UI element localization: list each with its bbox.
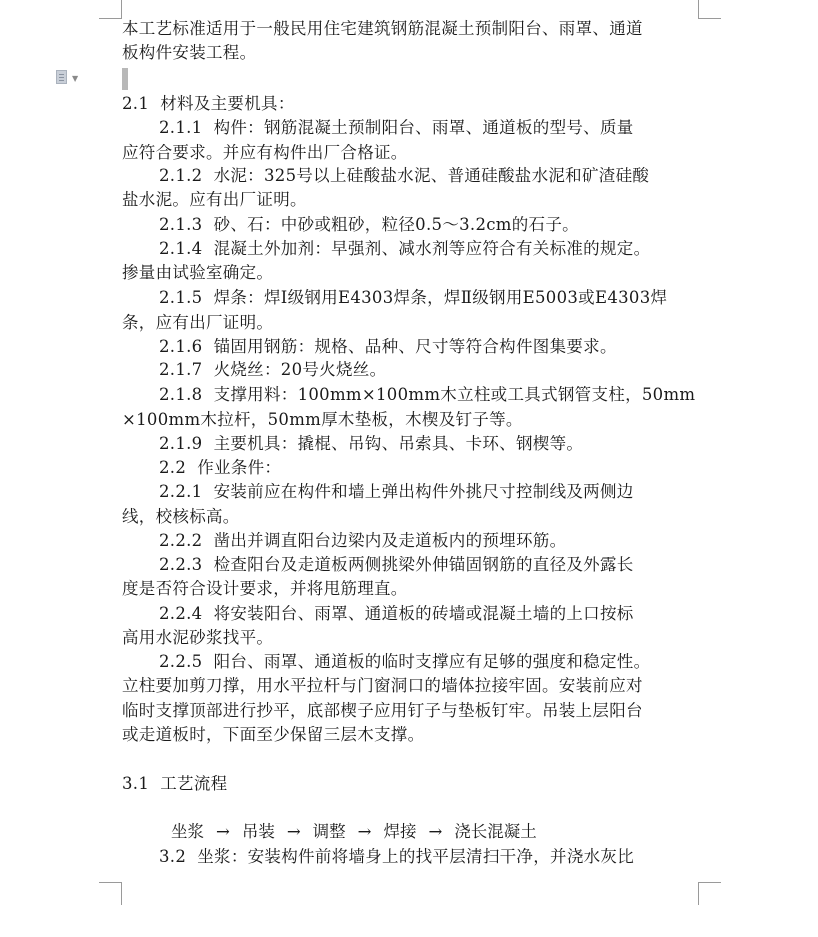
- body-line: 线，校核标高。: [122, 507, 240, 526]
- body-line: 3.2 坐浆：安装构件前将墙身上的找平层清扫干净，并浇水灰比: [159, 847, 635, 866]
- body-line: 2.2.4 将安装阳台、雨罩、通道板的砖墙或混凝土墙的上口按标: [159, 604, 634, 623]
- body-line: 条，应有出厂证明。: [122, 313, 274, 332]
- body-line: 2.1.3 砂、石：中砂或粗砂，粒径0.5～3.2cm的石子。: [159, 215, 579, 234]
- body-line: 2.2.5 阳台、雨罩、通道板的临时支撑应有足够的强度和稳定性。: [159, 652, 651, 671]
- body-line: 掺量由试验室确定。: [122, 263, 274, 282]
- flow-arrow-icon: →: [215, 822, 230, 841]
- section-heading: 3.1 工艺流程: [122, 774, 228, 793]
- body-line: ×100mm木拉杆，50mm厚木垫板，木楔及钉子等。: [122, 410, 523, 429]
- flow-step: 坐浆: [170, 822, 204, 841]
- crop-mark-bottom-left: [99, 882, 122, 905]
- body-line: 2.2.2 凿出并调直阳台边梁内及走道板内的预埋环筋。: [159, 531, 567, 550]
- body-line: 2.1.5 焊条：焊Ⅰ级钢用E4303焊条，焊Ⅱ级钢用E5003或E4303焊: [159, 288, 668, 307]
- crop-mark-top-right: [698, 0, 721, 19]
- body-line: 2.1.4 混凝土外加剂：早强剂、减水剂等应符合有关标准的规定。: [159, 239, 651, 258]
- crop-mark-bottom-right: [698, 882, 721, 905]
- flow-step: 调整: [312, 822, 346, 841]
- body-line: 2.1.6 锚固用钢筋：规格、品种、尺寸等符合构件图集要求。: [159, 337, 617, 356]
- body-line: 2.2.1 安装前应在构件和墙上弹出构件外挑尺寸控制线及两侧边: [159, 482, 634, 501]
- flow-step: 浇长混凝土: [454, 822, 537, 841]
- body-line: 2.1.1 构件：钢筋混凝土预制阳台、雨罩、通道板的型号、质量: [159, 118, 634, 137]
- body-line: 应符合要求。并应有构件出厂合格证。: [122, 143, 408, 162]
- crop-mark-top-left: [99, 0, 122, 19]
- section-heading: 2.2 作业条件：: [159, 458, 282, 477]
- body-line: 立柱要加剪刀撑，用水平拉杆与门窗洞口的墙体拉接牢固。安装前应对: [122, 676, 643, 695]
- body-line: 或走道板时，下面至少保留三层木支撑。: [122, 725, 425, 744]
- flow-step: 焊接: [383, 822, 417, 841]
- body-line: 板构件安装工程。: [122, 43, 257, 62]
- body-line: 度是否符合设计要求，并将甩筋理直。: [122, 579, 408, 598]
- flow-arrow-icon: →: [357, 822, 372, 841]
- flow-arrow-icon: →: [286, 822, 301, 841]
- body-line: 2.2.3 检查阳台及走道板两侧挑梁外伸锚固钢筋的直径及外露长: [159, 555, 634, 574]
- body-line: 高用水泥砂浆找平。: [122, 628, 274, 647]
- body-line: 2.1.8 支撑用料：100mm×100mm木立柱或工具式钢管支柱，50mm: [159, 385, 696, 404]
- body-line: 本工艺标准适用于一般民用住宅建筑钢筋混凝土预制阳台、雨罩、通道: [122, 19, 643, 38]
- body-line: 临时支撑顶部进行抄平，底部楔子应用钉子与垫板钉牢。吊装上层阳台: [122, 701, 643, 720]
- body-line: 2.1.9 主要机具：撬棍、吊钩、吊索具、卡环、钢楔等。: [159, 434, 584, 453]
- section-heading: 2.1 材料及主要机具：: [122, 94, 295, 113]
- flow-step: 吊装: [241, 822, 275, 841]
- flow-arrow-icon: →: [428, 822, 443, 841]
- body-line: 2.1.2 水泥：325号以上硅酸盐水泥、普通硅酸盐水泥和矿渣硅酸: [159, 166, 650, 185]
- paragraph-options-icon[interactable]: ▼: [56, 70, 82, 86]
- body-line: 2.1.7 火烧丝：20号火烧丝。: [159, 360, 387, 379]
- body-line: 盐水泥。应有出厂证明。: [122, 190, 307, 209]
- text-cursor-marker: [122, 68, 128, 90]
